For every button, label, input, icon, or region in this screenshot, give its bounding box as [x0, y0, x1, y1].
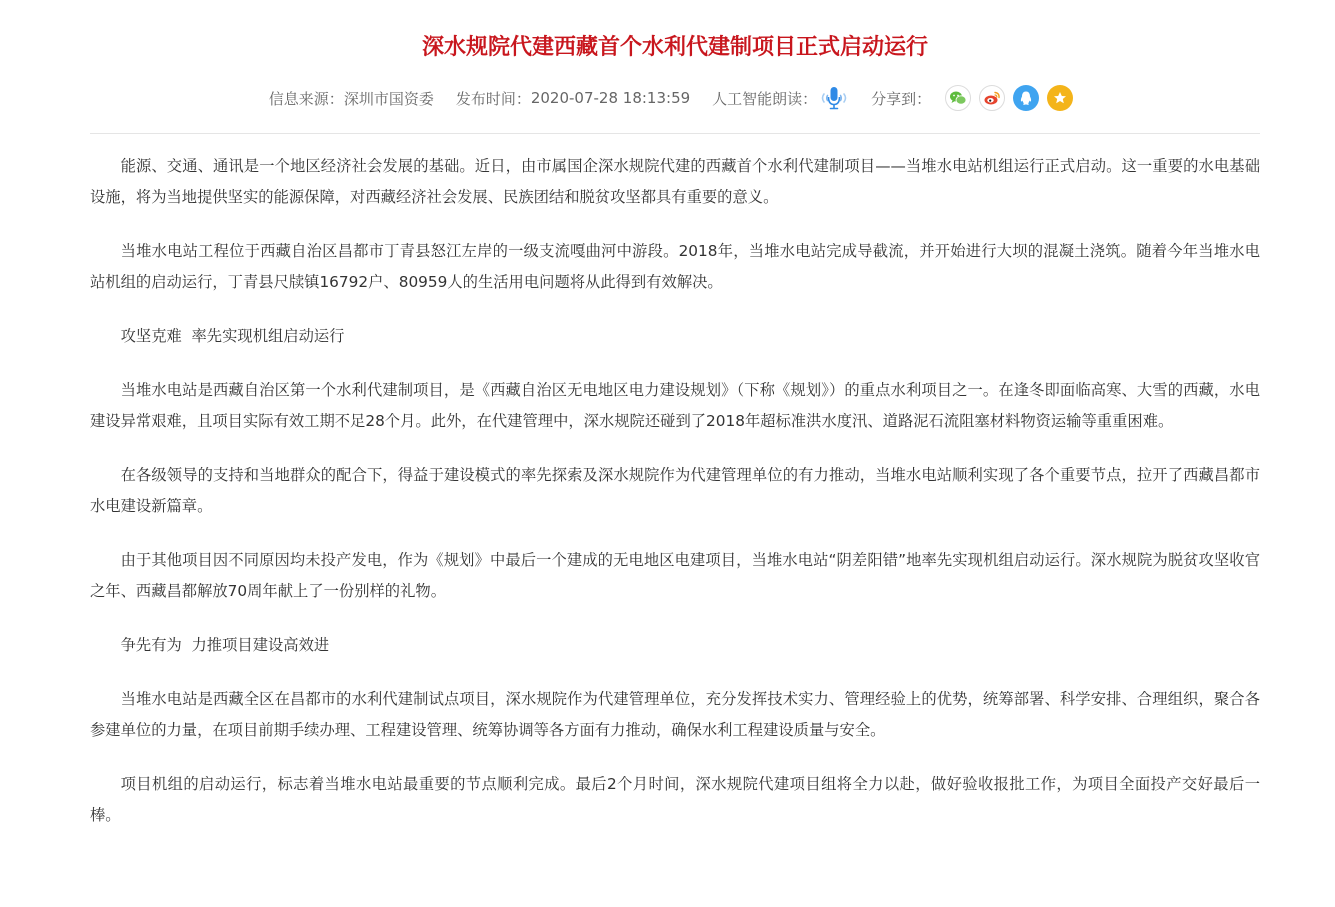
paragraph: 当堆水电站是西藏全区在昌都市的水利代建制试点项目，深水规院作为代建管理单位，充分发挥技术实力、管理经验上的优势，统筹部署、科学安排、合理组织，聚合各参建单位的力量，在项目前期手续办理、工程建设管理、统筹协调等各方面有力推动，确保水利工程建设质量与安全。	[90, 690, 1260, 739]
paragraph: 项目机组的启动运行，标志着当堆水电站最重要的节点顺利完成。最后2个月时间，深水规院代建项目组将全力以赴，做好验收报批工作，为项目全面投产交好最后一棒。	[90, 775, 1260, 824]
ai-reading	[712, 84, 849, 112]
share-section	[871, 85, 1081, 111]
section-heading: 争先有为 力推项目建设高效进	[120, 636, 330, 654]
share-label: 分享到：	[871, 89, 932, 108]
paragraph: 当堆水电站是西藏自治区第一个水利代建制项目，是《西藏自治区无电地区电力建设规划》（下称《规划》）的重点水利项目之一。在逢冬即面临高寒、大雪的西藏，水电建设异常艰难，且项目实际有效工期不足28个月。此外，在代建管理中，深水规院还碰到了2018年超标准洪水度汛、道路泥石流阻塞材料物资运输等重重困难。	[90, 381, 1260, 430]
article-meta	[90, 82, 1260, 114]
microphone-icon[interactable]	[819, 84, 849, 112]
article-title: 深水规院代建西藏首个水利代建制项目正式启动运行	[421, 35, 928, 60]
source-label: 信息来源：	[268, 89, 344, 108]
qq-icon[interactable]	[1013, 85, 1039, 111]
publish-time-label: 发布时间：	[455, 89, 531, 108]
share-icons	[945, 85, 1081, 111]
article-content	[90, 134, 1260, 831]
source-info	[269, 88, 434, 109]
section-heading: 攻坚克难 率先实现机组启动运行	[120, 327, 345, 345]
paragraph: 在各级领导的支持和当地群众的配合下，得益于建设模式的率先探索及深水规院作为代建管理单位的有力推动，当堆水电站顺利实现了各个重要节点，拉开了西藏昌都市水电建设新篇章。	[90, 466, 1260, 515]
wechat-icon[interactable]	[945, 85, 971, 111]
weibo-icon[interactable]	[979, 85, 1005, 111]
source-value: 深圳市国资委	[343, 89, 434, 108]
paragraph: 能源、交通、通讯是一个地区经济社会发展的基础。近日，由市属国企深水规院代建的西藏首个水利代建制项目——当堆水电站机组运行正式启动。这一重要的水电基础设施，将为当地提供坚实的能源保障，对西藏经济社会发展、民族团结和脱贫攻坚都具有重要的意义。	[90, 157, 1260, 206]
ai-reading-label: 人工智能朗读：	[712, 89, 818, 108]
article	[90, 0, 1260, 831]
paragraph: 由于其他项目因不同原因均未投产发电，作为《规划》中最后一个建成的无电地区电建项目，当堆水电站“阴差阳错”地率先实现机组启动运行。深水规院为脱贫攻坚收官之年、西藏昌都解放70周年献上了一份别样的礼物。	[90, 551, 1260, 600]
favorite-star-icon[interactable]	[1047, 85, 1073, 111]
paragraph: 当堆水电站工程位于西藏自治区昌都市丁青县怒江左岸的一级支流嘎曲河中游段。2018年，当堆水电站完成导截流，并开始进行大坝的混凝土浇筑。随着今年当堆水电站机组的启动运行，丁青县尺牍镇16792户、80959人的生活用电问题将从此得到有效解决。	[90, 242, 1260, 291]
publish-time-value: 2020-07-28 18:13:59	[530, 89, 691, 107]
publish-time	[456, 88, 690, 109]
